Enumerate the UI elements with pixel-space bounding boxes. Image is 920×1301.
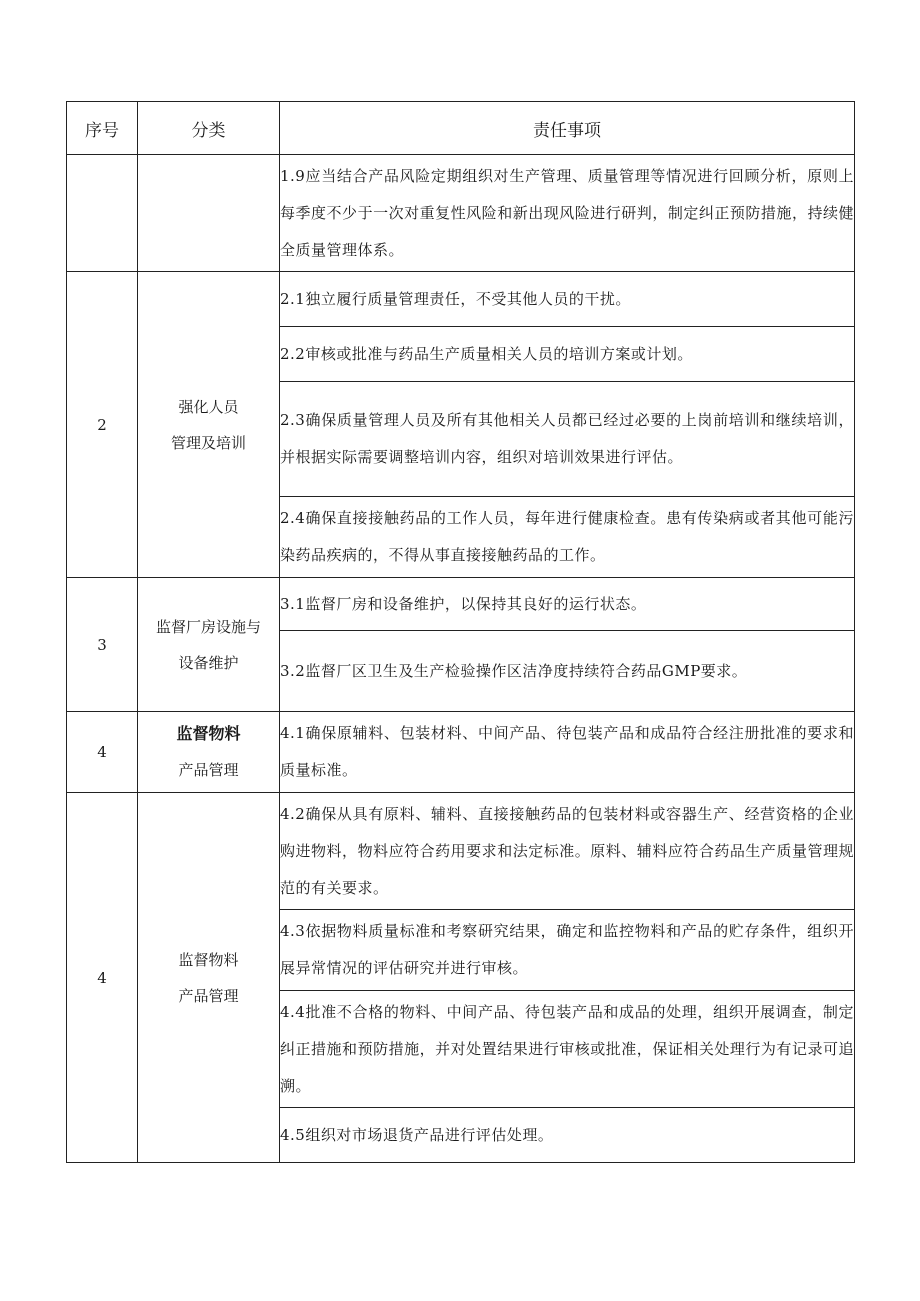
duty-item-1-9: 1.9应当结合产品风险定期组织对生产管理、质量管理等情况进行回顾分析，原则上每季度不少于一次对重复性风险和新出现风险进行研判，制定纠正预防措施，持续健全质量管理体系。 [280,155,855,272]
duty-item-4-1: 4.1确保原辅料、包装材料、中间产品、待包装产品和成品符合经注册批准的要求和质量标准。 [280,712,855,793]
table-row [67,793,855,910]
category-line: 设备维护 [178,653,239,672]
duty-item-3-2: 3.2监督厂区卫生及生产检验操作区洁净度持续符合药品GMP要求。 [280,631,855,712]
table-row [67,712,855,793]
table-header-row [67,102,855,155]
seq-cell: 2 [67,272,138,578]
duty-item-4-5: 4.5组织对市场退货产品进行评估处理。 [280,1108,855,1163]
category-line: 强化人员 [178,397,239,416]
duty-item-2-3: 2.3确保质量管理人员及所有其他相关人员都已经过必要的上岗前培训和继续培训，并根据实际需要调整培训内容，组织对培训效果进行评估。 [280,382,855,497]
category-line: 产品管理 [178,761,239,779]
category-cell [138,155,280,272]
category-cell [138,793,280,1163]
duty-item-4-4: 4.4批准不合格的物料、中间产品、待包装产品和成品的处理，组织开展调查，制定纠正措施和预防措施，并对处置结果进行审核或批准，保证相关处理行为有记录可追溯。 [280,991,855,1108]
header-duty: 责任事项 [280,102,855,155]
table-row [67,578,855,631]
duty-item-3-1: 3.1监督厂房和设备维护，以保持其良好的运行状态。 [280,578,855,631]
header-seq: 序号 [67,102,138,155]
category-line: 产品管理 [178,986,239,1005]
seq-cell: 3 [67,578,138,712]
duty-item-2-4: 2.4确保直接接触药品的工作人员，每年进行健康检查。患有传染病或者其他可能污染药品疾病的，不得从事直接接触药品的工作。 [280,497,855,578]
responsibility-table [66,101,855,1163]
category-line: 监督厂房设施与 [155,617,261,636]
seq-cell: 4 [67,793,138,1163]
duty-item-2-2: 2.2审核或批准与药品生产质量相关人员的培训方案或计划。 [280,327,855,382]
category-cell [138,712,280,793]
seq-cell [67,155,138,272]
category-line: 管理及培训 [170,433,246,452]
seq-cell: 4 [67,712,138,793]
header-category: 分类 [138,102,280,155]
duty-item-4-3: 4.3依据物料质量标准和考察研究结果，确定和监控物料和产品的贮存条件，组织开展异常情况的评估研究并进行审核。 [280,910,855,991]
category-line: 监督物料 [176,724,241,743]
category-line: 监督物料 [178,950,239,969]
table-row [67,272,855,327]
table-row [67,155,855,272]
duty-item-4-2: 4.2确保从具有原料、辅料、直接接触药品的包装材料或容器生产、经营资格的企业购进物料，物料应符合药用要求和法定标准。原料、辅料应符合药品生产质量管理规范的有关要求。 [280,793,855,910]
category-cell [138,578,280,712]
duty-item-2-1: 2.1独立履行质量管理责任，不受其他人员的干扰。 [280,272,855,327]
category-cell [138,272,280,578]
